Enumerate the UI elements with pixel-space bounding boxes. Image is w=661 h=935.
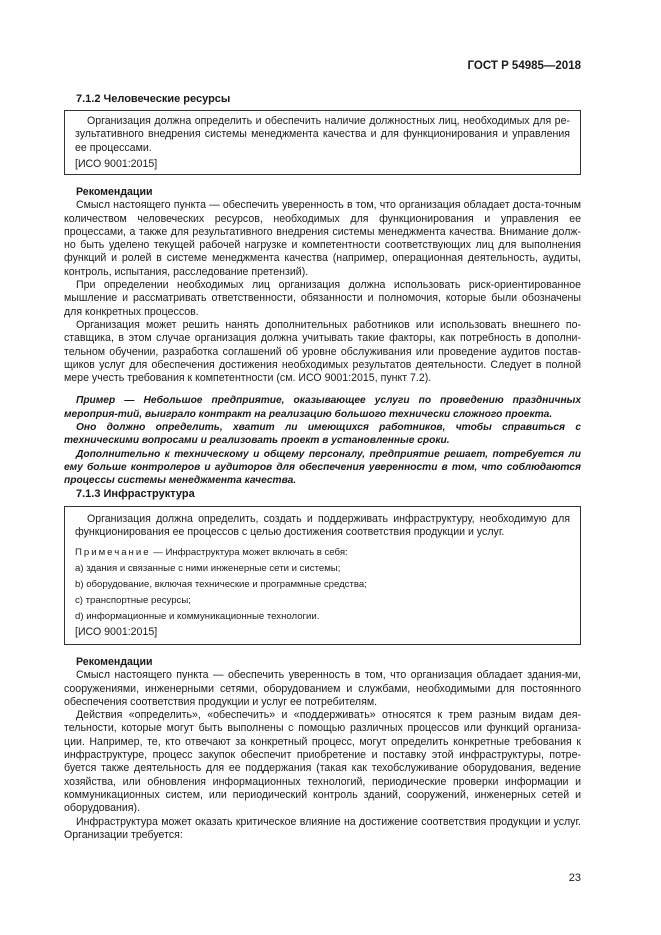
note-block: [75, 546, 570, 623]
section-title-7-1-2: 7.1.2 Человеческие ресурсы: [76, 93, 231, 105]
note-item: b) оборудование, включая технические и программные средства;: [75, 578, 367, 590]
paragraph: Инфраструктура может оказать критическое влияние на достижение соответствия продукции и услуг. Организации требуется:: [64, 815, 581, 841]
note-item: d) информационные и коммуникационные технологии.: [75, 610, 320, 622]
example-block: [64, 394, 581, 487]
recommendations-7-1-3: [64, 656, 581, 842]
paragraph: При определении необходимых лиц организация должна использовать риск-ориентированное мышление и рассматривать ответственности, обязанности и полномочия, которые были обозначены для конкретных процессов.: [64, 279, 581, 318]
note-item: c) транспортные ресурсы;: [75, 594, 191, 606]
recommendations-7-1-2: [64, 186, 581, 488]
standard-number: ГОСТ Р 54985—2018: [467, 60, 581, 72]
section-title-7-1-3: 7.1.3 Инфраструктура: [76, 488, 195, 500]
requirement-box-7-1-3: [64, 506, 581, 645]
page-number: 23: [568, 872, 581, 884]
paragraph: Смысл настоящего пункта — обеспечить уверенность в том, что организация обладает здания-ми, сооружениями, инженерными сетями, оборудованием и службами, необходимыми для постоянного обеспечения соответствия продукции и услуг ее потребителям.: [64, 669, 581, 708]
recommendations-title: Рекомендации: [76, 186, 153, 198]
requirement-text: Организация должна определить, создать и поддерживать инфраструктуру, необходимую для функционирования ее процессов с целью достижения соответствия продукции и услуг.: [75, 513, 570, 539]
note-lead: Примечание: [75, 546, 151, 558]
iso-reference: [ИСО 9001:2015]: [75, 625, 158, 638]
example-paragraph: Оно должно определить, хватит ли имеющихся работников, чтобы справиться с техническими вопросами и реализовать проект в установленные сроки.: [64, 422, 581, 447]
iso-reference: [ИСО 9001:2015]: [75, 157, 158, 170]
example-paragraph: Дополнительно к техническому и общему персоналу, предприятие решает, потребуется ли ему больше контролеров и аудиторов для обеспечения уверенности в том, что соблюдаются процессы системы менеджмента качества.: [64, 448, 581, 487]
requirement-box-7-1-2: [64, 110, 581, 175]
paragraph: Организация может решить нанять дополнительных работников или использовать внешнего по-ставщика, в этом случае организация должна учитывать такие факторы, как потребность в дополни-тельном обучении, разработка соглашений об уровне обслуживания или проведение аудитов постав-щиков услуг для обеспечения достижения необходимых результатов деятельности. Следует в полной мере учесть требования к компетентности (см. ИСО 9001:2015, пункт 7.2).: [64, 318, 581, 385]
paragraph: Действия «определить», «обеспечить» и «поддерживать» относятся к трем разным видам дея-тельности, которые могут быть выполнены с помощью различных процессов или функций организа-ции. Например, те, кто отвечают за конкретный процесс, могут определить конкретные требования к инфраструктуре, процесс закупок обеспечит приобретение и поставку этой инфраструктуры, потре-буется также деятельность для ее поддержания (такая как техобслуживание оборудования, ведение хозяйства, или обновления информационных технологий, периодические проверки информации и коммуникационных систем, или периодический контроль зданий, сооружений, инженерных сетей и оборудования).: [64, 709, 581, 815]
note-item: a) здания и связанные с ними инженерные сети и системы;: [75, 562, 341, 574]
paragraph: Смысл настоящего пункта — обеспечить уверенность в том, что организация обладает доста-точным количеством человеческих ресурсов, необходимых для функционирования и управления ее процессами, а также для результативного внедрения системы менеджмента качества. Внимание долж-но быть уделено текущей рабочей нагрузке и компетентности соответствующих лиц для выполнения функций и ролей в системе менеджмента качества (например, операционная деятельность, аудиты, контроль, испытания, расследование претензий).: [64, 199, 581, 278]
requirement-text: Организация должна определить и обеспечить наличие должностных лиц, необходимых для ре-зультативного внедрения системы менеджмента качества и для функционирования и управления ее процессами.: [75, 115, 570, 154]
note-rest: — Инфраструктура может включать в себя:: [150, 546, 348, 558]
example-paragraph: Пример — Небольшое предприятие, оказывающее услуги по проведению праздничных мероприя-тий, выиграло контракт на реализацию большого технически сложного проекта.: [64, 395, 581, 420]
recommendations-title: Рекомендации: [76, 656, 153, 668]
